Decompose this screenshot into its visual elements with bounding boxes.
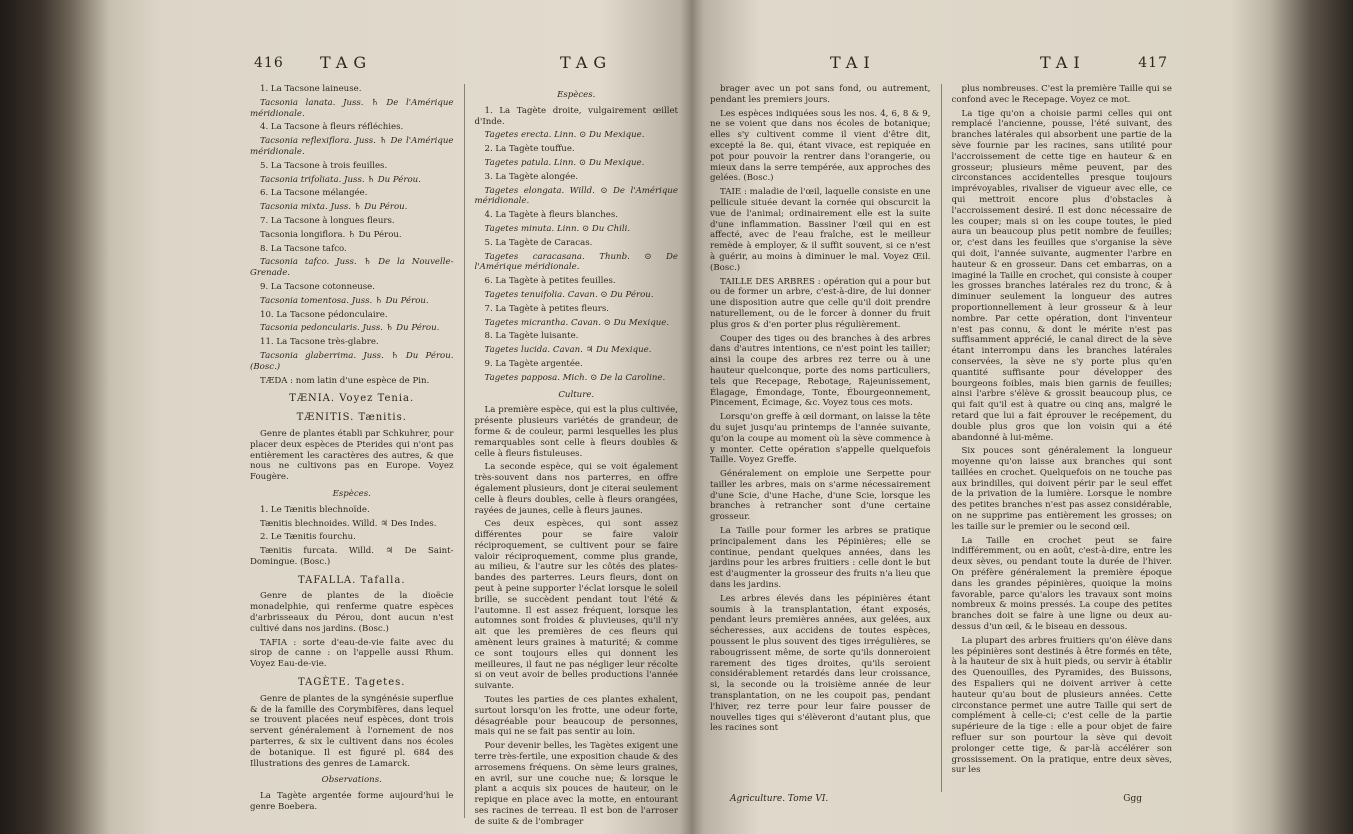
- text-paragraph: Genre de plantes de la dioëcie monadelphie, qui renferme quatre espèces d'arbrisseaux du Pérou, dont aucun n'est cultivé dans nos jardins. (Bosc.): [250, 591, 454, 634]
- text-paragraph: 2. La Tagète touffue.: [484, 144, 575, 155]
- text-paragraph: 5. La Tacsone à trois feuilles.: [260, 160, 388, 171]
- text-paragraph: TAIE : maladie de l'œil, laquelle consiste en une pellicule située devant la cornée qui obscurcit la vue de l'animal; ordinairement elle est la suite d'une inflammation. Bassiner l'œil qui en est affecté, avec de l'eau fraîche, est le meilleur remède à employer, & il suffit souvent, si ce n'est à guérir, au moins à diminuer le mal. Voyez Œil. (Bosc.): [710, 187, 931, 273]
- right-running-head-word-1: TAI: [830, 53, 876, 72]
- footer-gathering-mark: Ggg: [1123, 794, 1142, 804]
- text-paragraph: La seconde espèce, qui se voit également très-souvent dans nos parterres, en offre également plusieurs, dont je citerai seulement celle à fleurs doubles, celle à fleurs orangées, rayées de jaunes, celle à fleurs jaunes.: [474, 462, 678, 516]
- text-paragraph: Lorsqu'on greffe à œil dormant, on laisse la tête du sujet jusqu'au printemps de l'année suivante, qu'on la coupe au moment où la sève commence à y monter. Cette opération s'appelle quelquefois Taille. Voyez Greffe.: [710, 412, 931, 466]
- text-paragraph: Pour devenir belles, les Tagètes exigent une terre très-fertile, une exposition chaude & des arrosemens fréquens. On sème leurs graines, en avril, sur une couche nue; & lorsque le plant a acquis six pouces de hauteur, on le repique en place avec la motte, en entourant ses racines de terreau. Il est bon de l'arroser de suite & de l'ombrager: [474, 741, 678, 827]
- text-paragraph: Genre de plantes de la syngénésie superflue & de la famille des Corymbifères, dans lequel se trouvent placées neuf espèces, dont trois servent généralement à l'ornement de nos parterres, & six le cultivent dans nos écoles de botanique. Il est figuré pl. 684 des Illustrations des genres de Lamarck.: [250, 693, 454, 769]
- text-paragraph: Espèces.: [557, 90, 596, 100]
- text-paragraph: 9. La Tagète argentée.: [484, 358, 583, 369]
- right-page-number: 417: [1138, 55, 1168, 71]
- text-paragraph: 3. La Tagète alongée.: [484, 171, 579, 182]
- text-paragraph: Tacsonia mixta. Juss. ♄ Du Pérou.: [260, 202, 408, 213]
- text-paragraph: 7. La Tacsone à longues fleurs.: [260, 215, 395, 226]
- text-paragraph: Tagetes papposa. Mich. ⊙ De la Caroline.: [484, 372, 666, 383]
- text-paragraph: 8. La Tagète luisante.: [484, 331, 579, 342]
- right-column-1: [710, 84, 931, 792]
- column-rule: [464, 84, 465, 818]
- text-paragraph: Tacsonia pedoncularis. Juss. ♄ Du Pérou.: [260, 323, 440, 334]
- text-paragraph: Genre de plantes établi par Schkuhrer, pour placer deux espèces de Pterides qui n'ont pas entièrement les caractères des autres, & que nous ne cultivons pas en Europe. Voyez Fougère.: [250, 428, 454, 483]
- text-paragraph: 5. La Tagète de Caracas.: [484, 237, 593, 248]
- text-paragraph: 7. La Tagète à petites fleurs.: [484, 303, 609, 314]
- right-column-2: [952, 84, 1173, 792]
- text-paragraph: TÆNIA. Voyez Tenia.: [289, 393, 415, 405]
- text-paragraph: Tagetes erecta. Linn. ⊙ Du Mexique.: [484, 130, 645, 141]
- text-paragraph: plus nombreuses. C'est la première Taille qui se confond avec le Recepage. Voyez ce mot.: [951, 84, 1172, 105]
- text-paragraph: La Tagète argentée forme aujourd'hui le genre Boebera.: [250, 791, 454, 813]
- text-paragraph: La plupart des arbres fruitiers qu'on élève dans les pépinières sont destinés à être formés en tête, à la hauteur de six à huit pieds, ou servir à établir des Quenouilles, des Pyramides, des Buissons, des Espaliers qui ne doivent arriver à cette hauteur qu'au bout de plusieurs années. Cette circonstance permet une autre Taille qui sert de complément à celle-ci; c'est celle de la partie supérieure de la tige : elle a pour objet de faire refluer sur son pourtour la sève qui devoit prolonger cette tige, & par-là accélérer son grossissement. On la pratique, entre deux sèves, sur les: [951, 635, 1172, 776]
- text-paragraph: 6. La Tagète à petites feuilles.: [484, 276, 616, 287]
- text-paragraph: 1. La Tagète droite, vulgairement œillet d'Inde.: [474, 105, 678, 127]
- text-paragraph: Tagetes tenuifolia. Cavan. ⊙ Du Pérou.: [484, 289, 654, 300]
- right-page: [710, 48, 1172, 818]
- left-running-head-word-1: TAG: [320, 53, 373, 72]
- left-column-1: [250, 84, 454, 818]
- text-paragraph: La tige qu'on a choisie parmi celles qui ont remplacé l'ancienne, pousse, l'été suivant, des branches latérales qui absorbent une partie de la sève fournie par les racines, sans utilité pour l'accroissement de cette tige en hauteur & en grosseur; plusieurs même peuvent, par des circonstances accidentelles presque toujours imprévoyables, rivaliser de vigueur avec elle, ce qui mettroit encore plus d'obstacles à l'accroissement desiré. Il est donc nécessaire de les couper; mais si on les coupe toutes, le pied aura un beaucoup plus petit nombre de feuilles; or, c'est dans les feuilles que s'organise la sève qui doit, l'année suivante, augmenter l'arbre en hauteur & en grosseur. Dans cet embarras, on a imaginé la Taille en crochet, qui consiste à couper les grosses branches latérales rez du tronc, & à diminuer seulement la longueur des autres proportionnellement à leur grosseur & à leur nombre. Par cette opération, dont l'inventeur n'est pas connu, & dont le mérite n'est pas suffisamment apprécié, le canal direct de la sève étant interrompu dans les branches latérales conservées, la sève ne s'y porte plus qu'en quantité suffisante pour développer des bourgeons foibles, mais bien garnis de feuilles; ainsi l'arbre s'élève & grossit beaucoup plus, ce qui fait qu'il est à quatre ou cinq ans, malgré le retard que lui a fait éprouver le recépement, du double plus gros que lon voisin qui a été abandonné à lui-même.: [951, 108, 1172, 443]
- left-page-number: 416: [254, 55, 284, 71]
- text-paragraph: 4. La Tagète à fleurs blanches.: [484, 210, 618, 221]
- text-paragraph: Observations.: [321, 775, 382, 786]
- text-paragraph: 6. La Tacsone mélangée.: [260, 188, 368, 199]
- right-running-head-word-2: TAI: [1040, 53, 1086, 72]
- text-paragraph: 1. La Tacsone laineuse.: [260, 84, 362, 94]
- text-paragraph: Tænitis blechnoides. Willd. ♃ Des Indes.: [260, 518, 437, 529]
- text-paragraph: La Taille pour former les arbres se pratique principalement dans les Pépinières; elle se continue, pendant quelques années, dans les jardins pour les arbres fruitiers : celle dont le but est d'augmenter la grosseur des fruits n'a lieu que dans les jardins.: [710, 526, 931, 591]
- text-paragraph: 2. Le Tænitis fourchu.: [260, 532, 356, 543]
- right-running-head: [710, 48, 1172, 78]
- text-paragraph: brager avec un pot sans fond, ou autrement, pendant les premiers jours.: [710, 84, 931, 105]
- text-paragraph: 11. La Tacsone très-glabre.: [260, 337, 379, 348]
- text-paragraph: Ces deux espèces, qui sont assez différentes pour se faire valoir réciproquement, se cultivent pour se faire valoir réciproquement, comme plus grande, au milieu, & l'autre sur les côtés des plates-bandes des parterres. Leurs fleurs, dont on peut à peine supporter l'éclat lorsque le soleil brille, se succèdent pendant tout l'été & l'automne. Il est assez fréquent, lorsque les automnes sont froides & pluvieuses, qu'il n'y ait que les premières de ces fleurs qui amènent leurs graines à maturité; & comme ce sont toujours elles qui donnent les meilleures, il faut ne pas négliger leur récolte si on veut avoir de belles productions l'année suivante.: [474, 519, 678, 692]
- text-paragraph: Couper des tiges ou des branches à des arbres dans d'autres intentions, ce n'est point les tailler; ainsi la coupe des arbres rez terre ou à une hauteur quelconque, porte des noms particuliers, tels que Recepage, Rebotage, Rajeunissement, Élagage, Émondage, Tonte, Ébourgeonnement, Pincement, Écimage, &c. Voyez tous ces mots.: [710, 333, 931, 409]
- left-running-head-word-2: TAG: [560, 53, 613, 72]
- text-paragraph: 8. La Tacsone tafco.: [260, 243, 347, 254]
- text-paragraph: Généralement on emploie une Serpette pour tailler les arbres, mais on s'arme nécessairement d'une Scie, d'une Hache, d'une Scie, lorsque les branches à retrancher sont d'une certaine grosseur.: [710, 469, 931, 523]
- text-paragraph: 1. Le Tænitis blechnoïde.: [260, 504, 370, 515]
- left-page: [250, 48, 678, 827]
- text-paragraph: Tacsonia lanata. Juss. ♄ De l'Amérique méridionale.: [250, 97, 454, 119]
- column-rule: [941, 84, 942, 792]
- footer-signature: Agriculture. Tome VI.: [730, 794, 829, 804]
- text-paragraph: Les arbres élevés dans les pépinières étant soumis à la transplantation, étant exposés, pendant leurs premières années, aux gelées, aux sécheresses, aux accidens de toutes espèces, poussent le plus souvent des tiges irrégulières, se rabougrissent même, de sorte qu'ils donneroient rarement des tiges droites, qu'ils seroient considérablement retardés dans leur croissance, si, la seconde ou la troisième année de leur transplantation, on ne les coupoit pas, pendant l'hiver, rez terre pour leur faire pousser de nouvelles tiges qui s'élèveront d'autant plus, que les racines sont: [710, 593, 931, 734]
- text-paragraph: Espèces.: [332, 488, 371, 499]
- text-paragraph: Tagetes micrantha. Cavan. ⊙ Du Mexique.: [484, 317, 670, 328]
- left-running-head: [250, 48, 678, 78]
- text-paragraph: Tagetes caracasana. Thunb. ⊙ De l'Amérique méridionale.: [474, 251, 678, 273]
- text-paragraph: Tænitis furcata. Willd. ♃ De Saint-Domingue. (Bosc.): [250, 546, 454, 567]
- text-paragraph: La Taille en crochet peut se faire indifféremment, ou en août, c'est-à-dire, entre les deux sèves, ou pendant toute la durée de l'hiver. On préfère généralement la première époque dans les grandes pépinières, quoique la moins favorable, parce qu'alors les travaux sont moins nombreux & moins pressés. La coupe des petites branches doit se faire à une ligne ou deux au-dessus d'un œil, & le biseau en dessous.: [951, 535, 1172, 633]
- text-paragraph: TÆNITIS. Tænitis.: [296, 412, 407, 424]
- text-paragraph: Toutes les parties de ces plantes exhalent, surtout lorsqu'on les frotte, une odeur forte, désagréable pour beaucoup de personnes, mais qui ne se fait pas sentir au loin.: [474, 695, 678, 738]
- text-paragraph: La première espèce, qui est la plus cultivée, présente plusieurs variétés de grandeur, de forme & de couleur, parmi lesquelles les plus remarquables sont celle à fleurs doubles & celle à fleurs fistuleuses.: [474, 405, 678, 459]
- text-paragraph: 9. La Tacsone cotonneuse.: [260, 281, 375, 292]
- text-paragraph: Tagetes lucida. Cavan. ♃ Du Mexique.: [484, 345, 652, 356]
- text-paragraph: Tacsonia tomentosa. Juss. ♄ Du Pérou.: [260, 295, 429, 306]
- text-paragraph: Tacsonia trifoliata. Juss. ♄ Du Pérou.: [260, 174, 421, 185]
- text-paragraph: TAILLE DES ARBRES : opération qui a pour but ou de former un arbre, c'est-à-dire, de lui donner une disposition autre que celle qu'il doit prendre naturellement, ou de le forcer à donner du fruit plus gros & d'en porter plus régulièrement.: [710, 276, 931, 330]
- text-paragraph: 10. La Tacsone pédonculaire.: [260, 309, 388, 320]
- text-paragraph: Six pouces sont généralement la longueur moyenne qu'on laisse aux branches qui sont taillées en crochet. Quelquefois on ne touche pas aux brindilles, qui doivent périr par le seul effet de la privation de la lumière. Lorsque le nombre des petites branches n'est pas assez considérable, on ne supprime pas entièrement les grosses; on les taille sur le premier ou le second œil.: [951, 446, 1172, 532]
- text-paragraph: TÆDA : nom latin d'une espèce de Pin.: [260, 375, 430, 386]
- text-paragraph: Tacsonia reflexiflora. Juss. ♄ De l'Amérique méridionale.: [250, 136, 454, 157]
- text-paragraph: Tacsonia tafco. Juss. ♄ De la Nouvelle-Grenade.: [250, 257, 454, 279]
- left-column-2: [474, 84, 679, 827]
- text-paragraph: Tacsonia longiflora. ♄ Du Pérou.: [260, 229, 402, 240]
- text-paragraph: Tagetes patula. Linn. ⊙ Du Mexique.: [484, 157, 645, 168]
- text-paragraph: Les espèces indiquées sous les nos. 4, 6, 8 & 9, ne se voient que dans nos écoles de botanique; elles s'y cultivent comme il vient d'être dit, excepté la 8e. qui, étant vivace, est repiquée en pot pour pouvoir la rentrer dans l'orangerie, ou mieux dans la serre tempérée, aux approches des gelées. (Bosc.): [710, 108, 931, 184]
- text-paragraph: Tagetes elongata. Willd. ⊙ De l'Amérique méridionale.: [474, 185, 678, 207]
- text-paragraph: TAGÈTE. Tagetes.: [298, 677, 406, 689]
- text-paragraph: Tagetes minuta. Linn. ⊙ Du Chili.: [484, 223, 631, 234]
- text-paragraph: TAFALLA. Tafalla.: [297, 574, 406, 586]
- text-paragraph: Culture.: [558, 389, 595, 400]
- text-paragraph: TAFIA : sorte d'eau-de-vie faite avec du sirop de canne : on l'appelle aussi Rhum. Voyez Eau-de-vie.: [250, 637, 454, 670]
- text-paragraph: 4. La Tacsone à fleurs réfléchies.: [260, 122, 404, 133]
- text-paragraph: Tacsonia glaberrima. Juss. ♄ Du Pérou. (Bosc.): [250, 350, 454, 372]
